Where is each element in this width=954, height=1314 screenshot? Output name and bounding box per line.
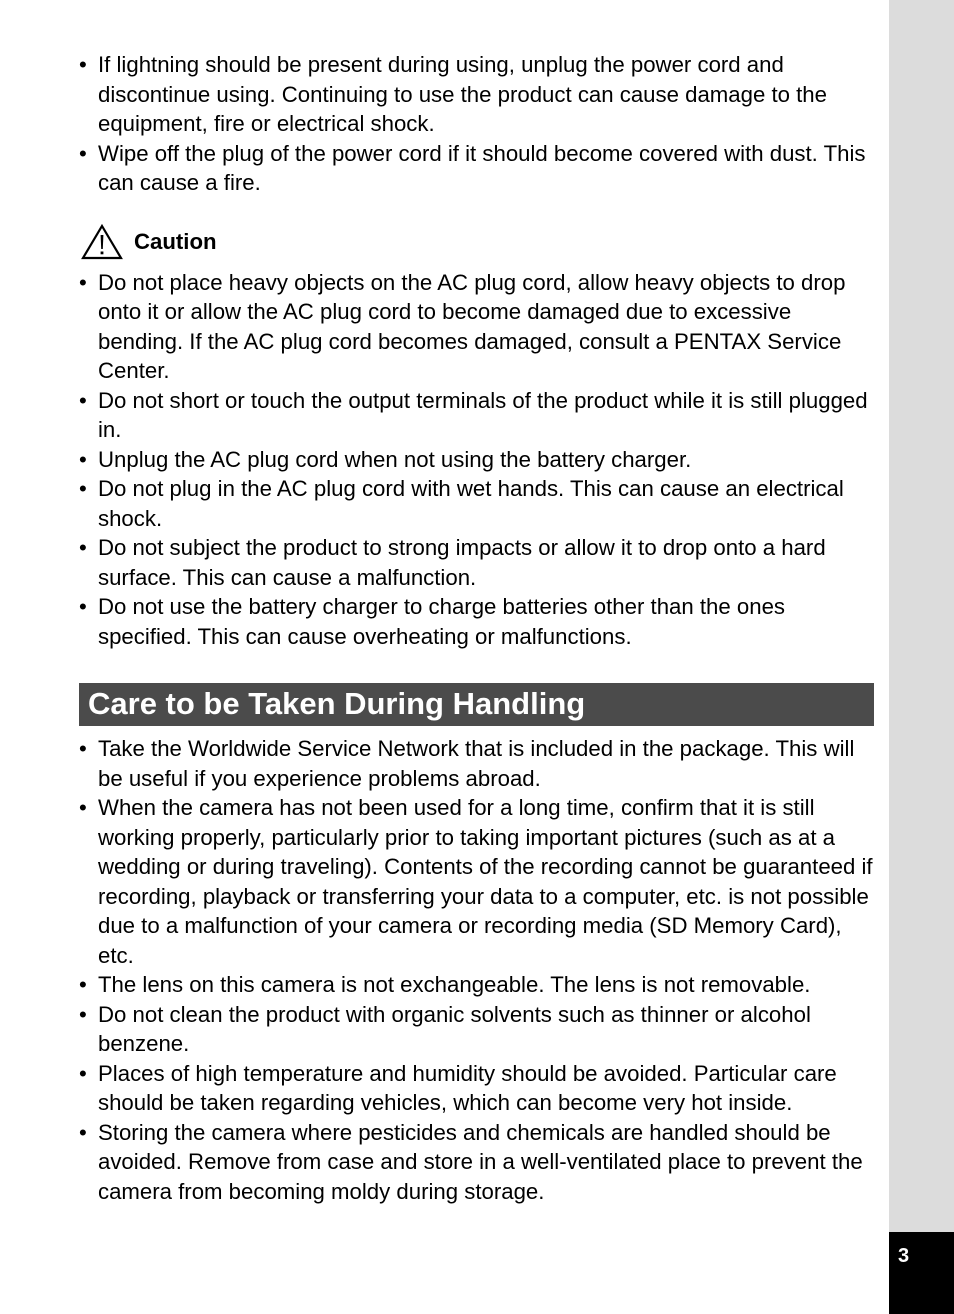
caution-heading (79, 223, 874, 261)
list-item: • Places of high temperature and humidity should be avoided. Particular care should be taken regarding vehicles, which can become very hot inside. (79, 1059, 874, 1118)
list-item: • Do not use the battery charger to charge batteries other than the ones specified. This can cause overheating or malfunctions. (79, 592, 874, 651)
page-number: 3 (889, 1232, 954, 1314)
power-cord-bullet-list (79, 50, 874, 198)
list-item: • Do not place heavy objects on the AC plug cord, allow heavy objects to drop onto it or allow the AC plug cord to become damaged due to excessive bending. If the AC plug cord becomes damaged, consult a PENTAX Service Center. (79, 268, 874, 386)
warning-triangle-icon (81, 224, 123, 260)
side-margin-band (889, 0, 954, 1314)
page-content (79, 50, 874, 1206)
handling-bullet-list (79, 734, 874, 1206)
list-item: • Do not subject the product to strong impacts or allow it to drop onto a hard surface. This can cause a malfunction. (79, 533, 874, 592)
list-item: • The lens on this camera is not exchangeable. The lens is not removable. (79, 970, 874, 1000)
list-item: • Storing the camera where pesticides and chemicals are handled should be avoided. Remove from case and store in a well-ventilated place to prevent the camera from becoming moldy during storage. (79, 1118, 874, 1207)
list-item: • Do not plug in the AC plug cord with wet hands. This can cause an electrical shock. (79, 474, 874, 533)
section-heading: Care to be Taken During Handling (79, 683, 874, 726)
list-item: • Take the Worldwide Service Network that is included in the package. This will be useful if you experience problems abroad. (79, 734, 874, 793)
list-item: • When the camera has not been used for a long time, confirm that it is still working properly, particularly prior to taking important pictures (such as at a wedding or during traveling). Contents of the recording cannot be guaranteed if recording, playback or transferring your data to a computer, etc. is not possible due to a malfunction of your camera or recording media (SD Memory Card), etc. (79, 793, 874, 970)
list-item: • Do not short or touch the output terminals of the product while it is still plugged in. (79, 386, 874, 445)
list-item: • Wipe off the plug of the power cord if it should become covered with dust. This can cause a fire. (79, 139, 874, 198)
caution-label: Caution (134, 228, 217, 254)
caution-bullet-list (79, 268, 874, 652)
list-item: • Unplug the AC plug cord when not using the battery charger. (79, 445, 874, 475)
list-item: • If lightning should be present during using, unplug the power cord and discontinue using. Continuing to use the product can cause damage to the equipment, fire or electrical shock. (79, 50, 874, 139)
list-item: • Do not clean the product with organic solvents such as thinner or alcohol benzene. (79, 1000, 874, 1059)
